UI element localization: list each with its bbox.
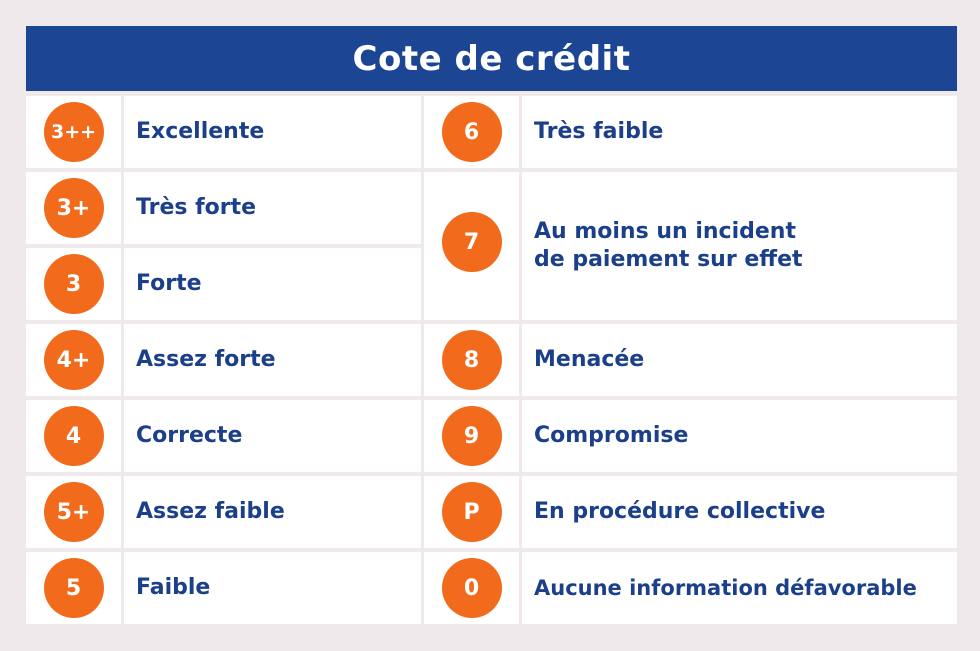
rating-label-cell: [124, 96, 421, 168]
rating-badge: 5: [44, 558, 104, 618]
rating-label: Forte: [136, 271, 202, 296]
rating-badge: 4+: [44, 330, 104, 390]
rating-badge: 4: [44, 406, 104, 466]
rating-code-cell: [424, 552, 519, 624]
rating-badge: P: [442, 482, 502, 542]
rating-code-cell: [424, 172, 519, 320]
rating-code-cell: [26, 324, 121, 396]
rating-label-cell: [522, 552, 957, 624]
rating-label: Compromise: [534, 423, 689, 448]
rating-badge: 7: [442, 212, 502, 272]
rating-label-cell: [522, 476, 957, 548]
rating-label: Assez faible: [136, 499, 285, 524]
rating-label-cell: [522, 400, 957, 472]
rating-label: Excellente: [136, 119, 265, 144]
rating-badge: 0: [442, 558, 502, 618]
rating-label-cell: [124, 400, 421, 472]
rating-code-cell: [424, 476, 519, 548]
rating-label-cell: [124, 172, 421, 244]
rating-badge: 3+: [44, 178, 104, 238]
rating-label: Correcte: [136, 423, 243, 448]
rating-code-cell: [26, 476, 121, 548]
rating-label-cell: [124, 324, 421, 396]
rating-label: [522, 218, 803, 274]
rating-code-cell: [26, 400, 121, 472]
rating-label: En procédure collective: [534, 499, 826, 524]
rating-label-cell: [124, 248, 421, 320]
rating-code-cell: [26, 248, 121, 320]
rating-code-cell: [26, 552, 121, 624]
rating-label: Faible: [136, 575, 211, 600]
rating-label: Aucune information défavorable: [534, 576, 917, 600]
table-title: Cote de crédit: [26, 26, 957, 91]
rating-badge: 9: [442, 406, 502, 466]
rating-label: Assez forte: [136, 347, 276, 372]
rating-label-line: de paiement sur effet: [534, 247, 803, 272]
rating-code-cell: [424, 96, 519, 168]
rating-code-cell: [424, 324, 519, 396]
rating-label-cell: [522, 172, 957, 320]
rating-label-cell: [124, 552, 421, 624]
rating-badge: 8: [442, 330, 502, 390]
rating-label-cell: [124, 476, 421, 548]
rating-label: Très faible: [534, 119, 664, 144]
rating-label-cell: [522, 324, 957, 396]
rating-badge: 6: [442, 102, 502, 162]
rating-label-line: Au moins un incident: [534, 219, 796, 244]
rating-badge: 3: [44, 254, 104, 314]
rating-label: Menacée: [534, 347, 645, 372]
rating-badge: 3++: [44, 102, 104, 162]
rating-label: Très forte: [136, 195, 257, 220]
rating-label-cell: [522, 96, 957, 168]
rating-code-cell: [26, 96, 121, 168]
rating-code-cell: [26, 172, 121, 244]
rating-badge: 5+: [44, 482, 104, 542]
rating-code-cell: [424, 400, 519, 472]
